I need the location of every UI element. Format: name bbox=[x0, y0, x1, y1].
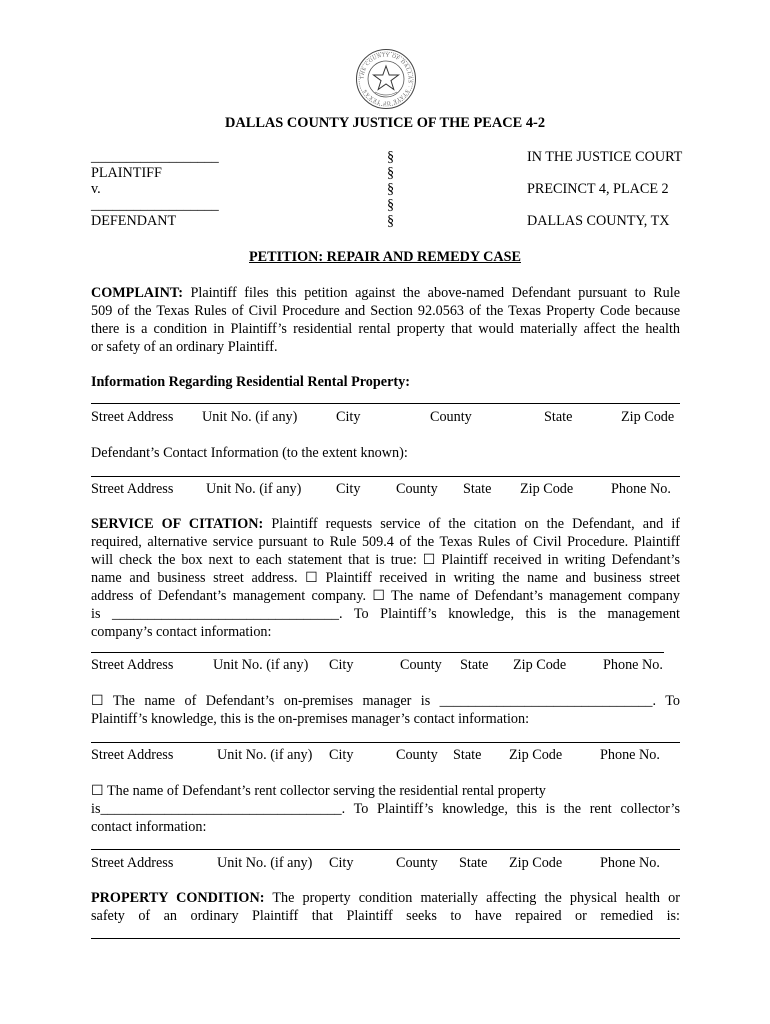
section-symbol: § bbox=[387, 181, 395, 197]
service-line: Plaintiff requests service of the citation on the Defendant, and if bbox=[263, 516, 681, 532]
label-street-address: Street Address bbox=[91, 481, 174, 497]
court-title: DALLAS COUNTY JUSTICE OF THE PEACE 4-2 bbox=[224, 115, 546, 131]
label-county: County bbox=[396, 747, 438, 763]
property-info-heading: Information Regarding Residential Rental Property: bbox=[91, 374, 410, 390]
label-phone-no: Phone No. bbox=[611, 481, 671, 497]
complaint-paragraph bbox=[91, 284, 680, 356]
label-unit-no: Unit No. (if any) bbox=[213, 657, 309, 673]
management-address-labels bbox=[91, 657, 680, 673]
court-name: IN THE JUSTICE COURT bbox=[527, 149, 683, 165]
service-line: required, alternative service pursuant to Rule 509.4 of the Texas Rules of Civil Procedure. Plaintiff bbox=[91, 534, 680, 550]
defendant-address-labels bbox=[91, 481, 680, 497]
label-city: City bbox=[336, 481, 361, 497]
versus-label: v. bbox=[91, 181, 101, 197]
service-line: name and business street address. ☐ Plaintiff received in writing the name and business street bbox=[91, 570, 680, 586]
label-unit-no: Unit No. (if any) bbox=[217, 747, 313, 763]
label-phone-no: Phone No. bbox=[600, 855, 660, 871]
service-line: is ________________________________. To Plaintiff’s knowledge, this is the management bbox=[91, 606, 680, 622]
rent-collector-line: ☐ The name of Defendant’s rent collector serving the residential rental property bbox=[91, 783, 546, 799]
management-address-line[interactable] bbox=[91, 652, 664, 653]
complaint-line: Plaintiff files this petition against the above-named Defendant pursuant to Rule bbox=[182, 285, 680, 301]
property-address-line[interactable] bbox=[91, 403, 680, 404]
manager-paragraph bbox=[91, 692, 680, 728]
property-condition-line: safety of an ordinary Plaintiff that Plaintiff seeks to have repaired or remedied is: bbox=[91, 908, 680, 924]
label-county: County bbox=[396, 855, 438, 871]
label-zip-code: Zip Code bbox=[513, 657, 567, 673]
property-condition-line: The property condition materially affecting the physical health or bbox=[264, 890, 680, 906]
property-condition-paragraph bbox=[91, 889, 680, 925]
section-symbol: § bbox=[387, 149, 395, 165]
label-zip-code: Zip Code bbox=[520, 481, 574, 497]
label-city: City bbox=[329, 657, 354, 673]
manager-line: Plaintiff’s knowledge, this is the on-premises manager’s contact information: bbox=[91, 711, 530, 727]
county-name: DALLAS COUNTY, TX bbox=[527, 213, 670, 229]
service-line: will check the box next to each statement that is true: ☐ Plaintiff received in writing Defendant’s bbox=[91, 552, 680, 568]
manager-address-line[interactable] bbox=[91, 742, 680, 743]
complaint-line: 509 of the Texas Rules of Civil Procedure and Section 92.0563 of the Texas Property Code because bbox=[91, 303, 680, 319]
svg-text:THE COUNTY OF DALLAS · STATE O bbox=[359, 52, 412, 105]
label-unit-no: Unit No. (if any) bbox=[206, 481, 302, 497]
label-state: State bbox=[453, 747, 482, 763]
label-street-address: Street Address bbox=[91, 747, 174, 763]
precinct-name: PRECINCT 4, PLACE 2 bbox=[527, 181, 669, 197]
label-street-address: Street Address bbox=[91, 409, 174, 425]
service-line: address of Defendant’s management company. ☐ The name of Defendant’s management company bbox=[91, 588, 680, 604]
defendant-contact-heading: Defendant’s Contact Information (to the extent known): bbox=[91, 445, 408, 461]
label-county: County bbox=[396, 481, 438, 497]
section-symbol: § bbox=[387, 213, 395, 229]
section-symbol: § bbox=[387, 165, 395, 181]
complaint-line: or safety of an ordinary Plaintiff. bbox=[91, 339, 278, 355]
manager-address-labels bbox=[91, 747, 680, 763]
service-heading: SERVICE OF CITATION: bbox=[91, 516, 264, 532]
label-phone-no: Phone No. bbox=[603, 657, 663, 673]
label-phone-no: Phone No. bbox=[600, 747, 660, 763]
plaintiff-blank: __________________ bbox=[91, 149, 219, 165]
label-street-address: Street Address bbox=[91, 657, 174, 673]
complaint-heading: COMPLAINT: bbox=[91, 285, 183, 301]
label-state: State bbox=[460, 657, 489, 673]
rent-collector-line: contact information: bbox=[91, 819, 207, 835]
label-city: City bbox=[336, 409, 361, 425]
county-seal bbox=[355, 48, 417, 110]
seal-ring-text: THE COUNTY OF DALLAS · STATE OF TEXAS bbox=[359, 52, 413, 106]
section-symbol: § bbox=[387, 197, 395, 213]
property-condition-answer-line[interactable] bbox=[91, 938, 680, 939]
star-icon bbox=[374, 66, 399, 90]
rent-collector-line: is__________________________________. To Plaintiff’s knowledge, this is the rent collector’s bbox=[91, 801, 680, 817]
rent-collector-paragraph bbox=[91, 782, 680, 836]
label-unit-no: Unit No. (if any) bbox=[217, 855, 313, 871]
plaintiff-label: PLAINTIFF bbox=[91, 165, 162, 181]
defendant-blank: __________________ bbox=[91, 197, 219, 213]
label-zip-code: Zip Code bbox=[509, 747, 563, 763]
label-city: City bbox=[329, 747, 354, 763]
label-county: County bbox=[430, 409, 472, 425]
label-city: City bbox=[329, 855, 354, 871]
label-unit-no: Unit No. (if any) bbox=[202, 409, 298, 425]
label-state: State bbox=[463, 481, 492, 497]
property-condition-heading: PROPERTY CONDITION: bbox=[91, 890, 265, 906]
complaint-line: there is a condition in Plaintiff’s residential rental property that would materially affect the health bbox=[91, 321, 680, 337]
service-line: company’s contact information: bbox=[91, 624, 272, 640]
defendant-address-line[interactable] bbox=[91, 476, 680, 477]
label-street-address: Street Address bbox=[91, 855, 174, 871]
label-county: County bbox=[400, 657, 442, 673]
defendant-label: DEFENDANT bbox=[91, 213, 177, 229]
petition-title: PETITION: REPAIR AND REMEDY CASE bbox=[249, 249, 521, 265]
service-paragraph bbox=[91, 515, 680, 641]
property-address-labels bbox=[91, 409, 680, 425]
label-state: State bbox=[544, 409, 573, 425]
rent-collector-address-line[interactable] bbox=[91, 849, 680, 850]
label-zip-code: Zip Code bbox=[621, 409, 675, 425]
label-state: State bbox=[459, 855, 488, 871]
manager-line: ☐ The name of Defendant’s on-premises manager is ______________________________. To bbox=[91, 693, 680, 709]
label-zip-code: Zip Code bbox=[509, 855, 563, 871]
rent-collector-address-labels bbox=[91, 855, 680, 871]
